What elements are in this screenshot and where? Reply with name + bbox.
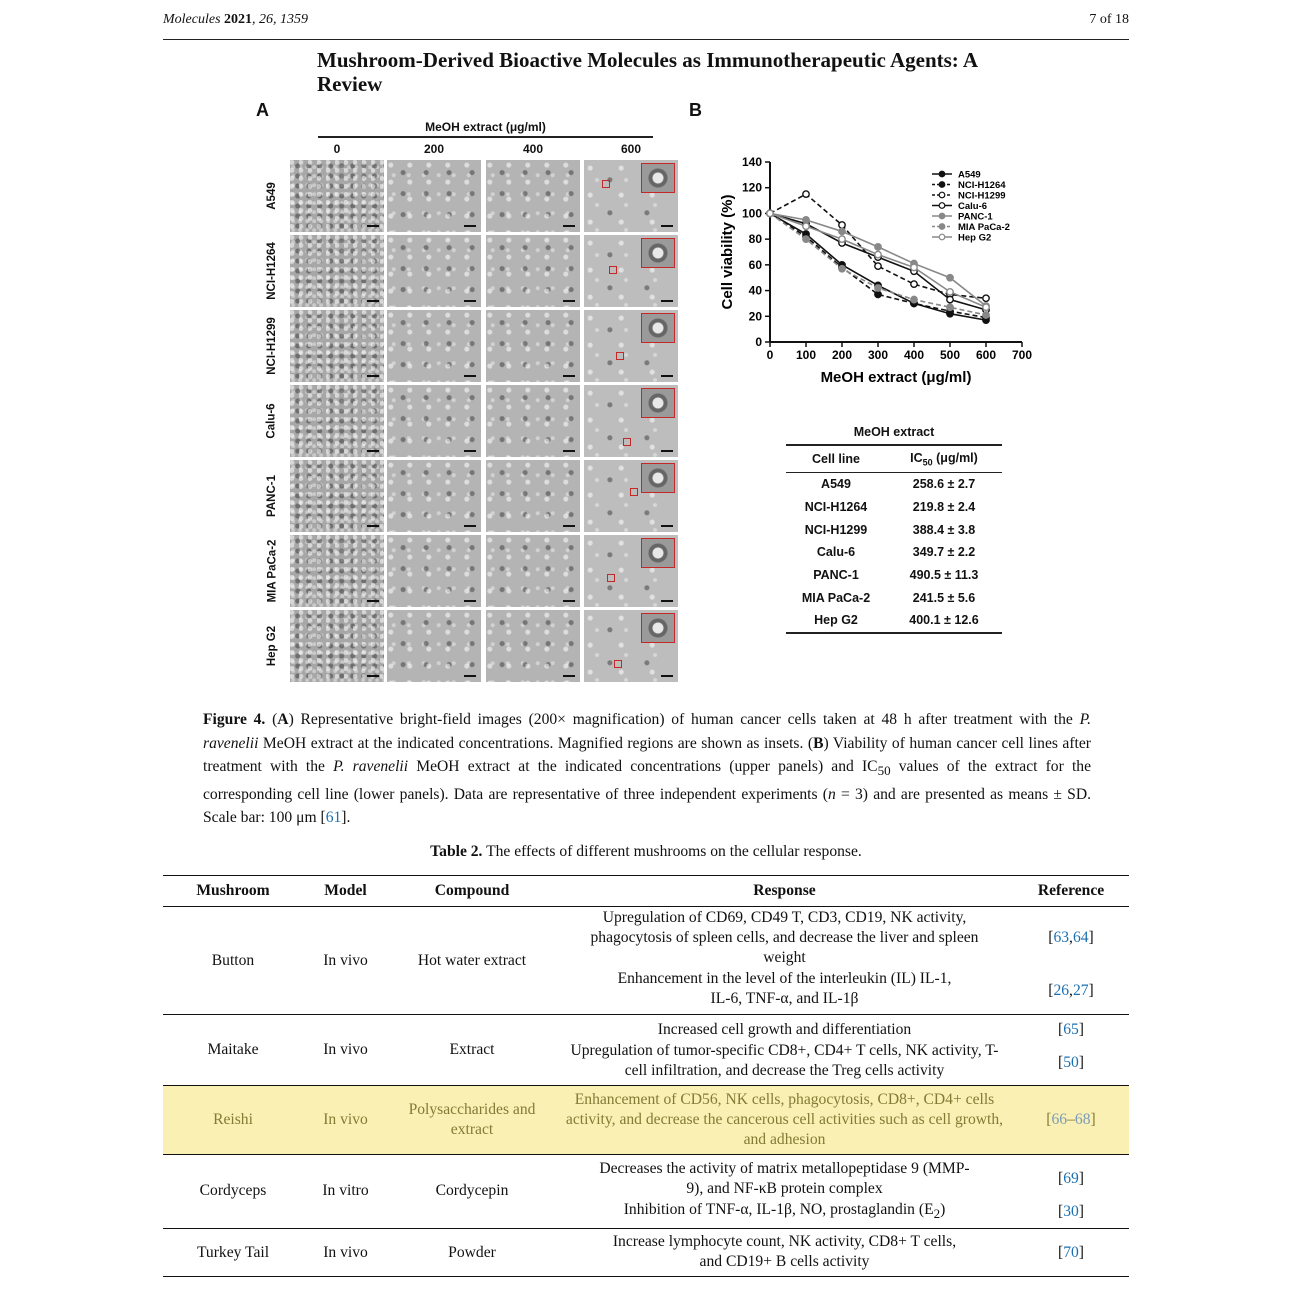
ic50-row [786,473,1002,496]
model-cell: In vivo [303,1085,388,1154]
data-point [767,210,773,216]
column-label-0: 0 [333,142,341,156]
legend-label: Calu-6 [958,201,988,212]
data-point [839,236,845,242]
response-cell: Inhibition of TNF-α, IL-1β, NO, prostaglandin $(E_2)$ [556,1200,1013,1229]
magnified-inset [641,463,675,493]
scale-bar [563,375,575,377]
compound-cell: Cordycepin [388,1154,556,1229]
reference-cell: [30] [1013,1200,1129,1229]
micrograph-image [387,610,481,682]
ic50-value: 349.7 ± 2.2 [912,545,976,560]
magnified-inset [641,613,675,643]
reference-cell: [70] [1013,1229,1129,1277]
response-cell: Upregulation of tumor-specific CD8+, CD4+ T cells, NK activity, T-cell infiltration, and decrease the Treg cells activity [556,1041,1013,1086]
table-row-highlighted [163,1085,1129,1154]
row-label: NCI-H1299 [266,317,278,375]
ic50-table [786,420,1002,634]
y-tick-label: 100 [741,206,762,221]
citation-link[interactable]: 69 [1063,1170,1079,1188]
legend-marker [939,182,945,188]
x-tick-label: 300 [867,348,889,362]
scale-bar [661,375,673,377]
citation-link[interactable]: 65 [1063,1020,1079,1038]
grid-title-rule [318,136,653,138]
x-tick-label: 100 [795,348,817,362]
legend-marker [939,203,945,209]
ic50-rows [786,473,1002,632]
micrograph-image [290,460,384,532]
region-of-interest-box [630,488,638,496]
data-point [803,217,809,223]
x-tick-label: 400 [903,348,925,362]
ic50-row [786,518,1002,541]
citation-link[interactable]: 68 [1074,1110,1091,1128]
y-tick-label: 40 [748,283,762,298]
citation-link[interactable]: 26 [1053,982,1070,1000]
legend-marker [939,192,945,198]
x-tick-label: 600 [975,348,997,362]
table-header-row [163,876,1129,907]
magnified-inset [641,388,675,418]
y-tick-label: 80 [748,232,762,247]
micrograph-image [584,235,678,307]
grid-title: MeOH extract (μg/ml) [425,120,546,134]
y-tick-label: 60 [748,257,762,272]
scale-bar [661,300,673,302]
scale-bar [367,600,379,602]
data-point [839,266,845,272]
reference-cell: [26,27] [1013,969,1129,1015]
micrograph-image [290,310,384,382]
data-point [875,291,881,297]
region-of-interest-box [607,574,615,582]
response-cell: Decreases the activity of matrix metallopeptidase 9 (MMP-9), and NF-κB protein complex [599,1160,970,1198]
header-compound: Compound [388,876,556,907]
table2-caption: Table 2. The effects of different mushrooms on the cellular response. [430,843,862,860]
article-title: Mushroom-Derived Bioactive Molecules as Immunotherapeutic Agents: A Review [317,48,977,96]
legend-label: MIA PaCa-2 [958,222,1010,233]
scale-bar [661,450,673,452]
scale-bar [464,225,476,227]
citation-link[interactable]: 66 [1051,1110,1068,1128]
data-point [875,285,881,291]
page-header [163,10,1129,40]
region-of-interest-box [609,266,617,274]
page-number: 7 of 18 [1089,12,1129,27]
header-response: Response [556,876,1013,907]
data-point [911,264,917,270]
micrograph-image [486,460,580,532]
ic50-row [786,586,1002,609]
row-label: NCI-H1264 [266,242,278,300]
viability-chart-svg [700,148,1050,398]
data-point [911,281,917,287]
row-label: Calu-6 [266,403,278,439]
legend-marker [939,213,945,219]
reference-cell: [50] [1013,1041,1129,1086]
mushroom-cell: Button [163,907,303,1015]
viability-chart [700,148,1050,398]
ic50-value: 388.4 ± 3.8 [912,522,976,537]
legend-label: NCI-H1264 [958,180,1006,191]
reference-cell: [66–68] [1013,1085,1129,1154]
row-label: A549 [266,182,278,210]
ic50-value: 219.8 ± 2.4 [912,500,976,515]
region-of-interest-box [623,438,631,446]
data-point [983,295,989,301]
mushroom-cell: Maitake [163,1015,303,1086]
response-cell: Enhancement in the level of the interleukin (IL) IL-1, IL-6, TNF-α, and IL-1β [556,969,1013,1015]
scale-bar [367,675,379,677]
region-of-interest-box [602,180,610,188]
mushroom-effects-table [163,875,1129,1277]
table-row [163,907,1129,969]
column-label-200: 200 [423,142,445,156]
ic50-row [786,609,1002,632]
model-cell: In vitro [303,1154,388,1229]
panel-b-label: B [689,100,702,120]
model-cell: In vivo [303,1229,388,1277]
table-row [163,1154,1129,1200]
table-row [163,1229,1129,1277]
data-point [803,223,809,229]
legend-marker [939,171,945,177]
header-reference: Reference [1013,876,1129,907]
micrograph-image [387,235,481,307]
scale-bar [563,450,575,452]
citation-link[interactable]: 64 [1072,928,1089,946]
micrograph-image [584,310,678,382]
scale-bar [563,675,575,677]
scale-bar [661,225,673,227]
micrograph-image [486,235,580,307]
y-tick-label: 120 [741,180,762,195]
ic50-value: 490.5 ± 11.3 [909,568,979,583]
micrograph-image [387,385,481,457]
ic50-cell-line: A549 [821,477,851,492]
header-mushroom: Mushroom [163,876,303,907]
header-model: Model [303,876,388,907]
reference-cell: [65] [1058,1020,1084,1038]
micrograph-image [290,535,384,607]
ic50-table-caption: MeOH extract [853,425,935,439]
scale-bar [661,675,673,677]
data-point [875,251,881,257]
row-label: PANC-1 [266,475,278,517]
citation-link[interactable]: 50 [1063,1053,1079,1071]
data-point [839,228,845,234]
scale-bar [464,675,476,677]
model-cell: In vivo [303,1015,388,1086]
ic50-cell-line: Calu-6 [816,545,856,560]
ic50-col-value: $IC_{50}$ (μg/ml) [910,450,978,468]
data-point [947,289,953,295]
citation-link[interactable]: 61 [325,809,342,827]
data-point [947,304,953,310]
compound-cell: Extract [388,1015,556,1086]
magnified-inset [641,163,675,193]
region-of-interest-box [614,660,622,668]
ic50-cell-line: NCI-H1264 [804,500,868,515]
scale-bar [464,600,476,602]
compound-cell: Powder [388,1229,556,1277]
data-point [983,312,989,318]
scale-bar [563,300,575,302]
ic50-col-cell-line: Cell line [812,452,860,466]
mushroom-cell: Turkey Tail [163,1229,303,1277]
row-label: Hep G2 [266,625,279,667]
ic50-row [786,496,1002,519]
micrograph-image [584,460,678,532]
ic50-value: 258.6 ± 2.7 [912,477,976,492]
ic50-cell-line: NCI-H1299 [804,522,868,537]
micrograph-image [290,235,384,307]
data-point [875,263,881,269]
micrograph-image [387,535,481,607]
micrograph-image [387,460,481,532]
legend-label: A549 [958,169,981,181]
mushroom-cell: Cordyceps [163,1154,303,1229]
scale-bar [367,300,379,302]
data-point [947,296,953,302]
region-of-interest-box [616,352,624,360]
x-tick-label: 500 [939,348,961,362]
micrograph-image [387,160,481,232]
ic50-row [786,541,1002,564]
micrograph-image [486,385,580,457]
ic50-header-row [786,446,1002,472]
ic50-cell-line: Hep G2 [814,613,858,628]
y-tick-label: 0 [755,335,762,349]
y-tick-label: 140 [741,155,762,169]
legend-marker [939,234,945,240]
journal-citation: Molecules 2021, 26, 1359 [163,12,309,27]
figure-caption: Figure 4. (A) Representative bright-field images (200× magnification) of human cancer cells taken at 48 h after treatment with the P. ravenelii MeOH extract at the indicated concentrations. Magnified regions are shown as insets. (B) Viability of human cancer cell lines after treatment with the P. ravenelii MeOH extract at the indicated concentrations (upper panels) and $IC_{50}$ values of the extract for the corresponding cell line (lower panels). Data are representative of three independent experiments (n = 3) and are presented as means ± SD. Scale bar: 100 μm [61]. [203,711,1092,827]
data-point [803,191,809,197]
column-label-600: 600 [620,142,642,156]
compound-cell: Hot water extract [388,907,556,1015]
micrograph-image [290,385,384,457]
legend-label: PANC-1 [958,211,993,223]
scale-bar [367,525,379,527]
reference-cell: [69] [1058,1170,1084,1188]
micrograph-image [486,310,580,382]
response-cell: Upregulation of CD69, CD49 T, CD3, CD19, NK activity, phagocytosis of spleen cells, and decrease the liver and spleen weight [590,908,979,966]
ic50-bottom-rule [786,632,1002,634]
micrograph-image [290,610,384,682]
x-tick-label: 700 [1011,348,1033,362]
citation-link[interactable]: 27 [1072,982,1089,1000]
scale-bar [464,450,476,452]
reference-cell: [63,64] [1048,928,1094,946]
citation-link[interactable]: 30 [1063,1203,1079,1221]
scale-bar [464,525,476,527]
panel-a-label: A [256,100,269,120]
micrograph-image [486,535,580,607]
data-point [911,296,917,302]
scale-bar [563,600,575,602]
magnified-inset [641,313,675,343]
row-label: MIA PaCa-2 [266,539,278,603]
citation-link[interactable]: 70 [1063,1243,1079,1261]
micrograph-image [584,535,678,607]
micrograph-image [486,160,580,232]
column-label-400: 400 [522,142,544,156]
data-point [875,244,881,250]
micrograph-image [584,160,678,232]
scale-bar [367,450,379,452]
x-tick-label: 0 [766,348,774,362]
micrograph-image [584,610,678,682]
response-cell: Enhancement of CD56, NK cells, phagocytosis, CD8+, CD4+ cells activity, and decrease the cancerous cell activities such as cell growth, and adhesion [556,1085,1013,1154]
data-point [803,236,809,242]
ic50-row [786,564,1002,587]
magnified-inset [641,238,675,268]
scale-bar [661,525,673,527]
x-tick-label: 200 [831,348,853,362]
ic50-value: 400.1 ± 12.6 [909,613,979,628]
scale-bar [367,225,379,227]
y-tick-label: 20 [748,309,762,324]
y-axis-label: Cell viability (%) [719,194,736,310]
x-axis-label: MeOH extract (μg/ml) [820,369,972,386]
mushroom-cell: Reishi [163,1085,303,1154]
scale-bar [464,375,476,377]
response-cell: Increased cell growth and differentiation [657,1020,912,1038]
model-cell: In vivo [303,907,388,1015]
micrograph-image [584,385,678,457]
magnified-inset [641,538,675,568]
scale-bar [367,375,379,377]
scale-bar [464,300,476,302]
microscopy-grid [255,118,685,688]
compound-cell: Polysaccharides and extract [388,1085,556,1154]
data-point [839,222,845,228]
legend-label: Hep G2 [958,232,992,244]
citation-link[interactable]: 63 [1053,928,1070,946]
table-row [163,1015,1129,1041]
scale-bar [563,225,575,227]
legend-marker [939,224,945,230]
response-cell: Increase lymphocyte count, NK activity, CD8+ T cells, and CD19+ B cells activity [556,1229,1013,1277]
micrograph-image [486,610,580,682]
legend-label: NCI-H1299 [958,190,1006,202]
ic50-cell-line: PANC-1 [813,568,859,583]
scale-bar [661,600,673,602]
ic50-value: 241.5 ± 5.6 [912,590,976,605]
ic50-cell-line: MIA PaCa-2 [801,590,871,605]
micrograph-image [290,160,384,232]
micrograph-image [387,310,481,382]
data-point [947,275,953,281]
scale-bar [563,525,575,527]
data-point [983,304,989,310]
